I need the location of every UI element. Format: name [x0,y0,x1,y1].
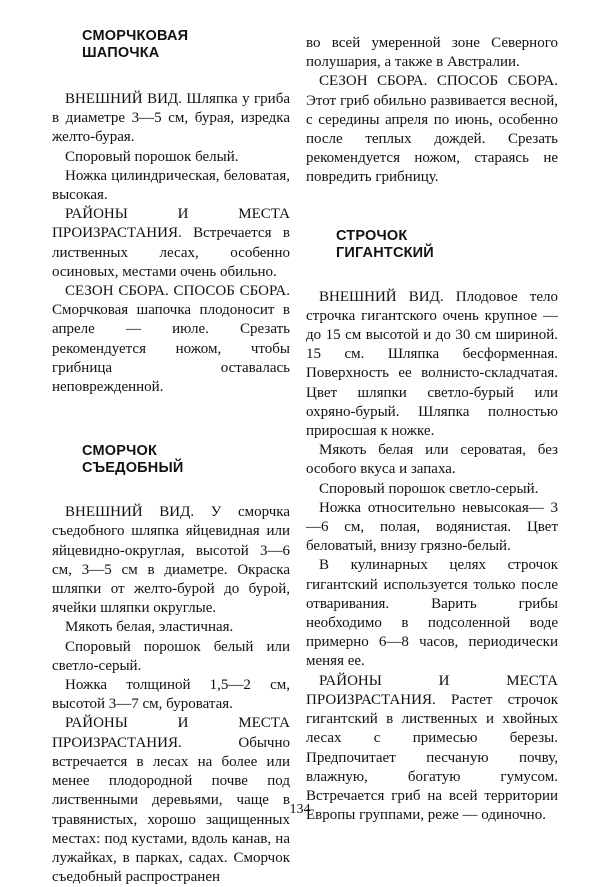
heading-line: СМОРЧОК [82,443,158,460]
section-smorchok-sedobny [52,443,290,887]
page-number: 134 [289,802,311,817]
section-heading [52,443,290,477]
paragraph: Ножка цилиндрическая, беловатая, высокая. [52,167,290,204]
left-column [52,26,290,887]
paragraph: СЕЗОН СБОРА. СПОСОБ СБОРА. Этот гриб обильно развивается весной, с середины апреля по июнь, особенно после теплых дождей. Срезать рекомендуется ножом, стараясь не повредить грибницу. [306,73,558,186]
paragraph: СЕЗОН СБОРА. СПОСОБ СБОРА. Сморчковая шапочка плодоносит в апреле — июле. Срезать рекомендуется ножом, чтобы грибница оставалась неповрежденной. [52,283,290,396]
heading-line: СЪЕДОБНЫЙ [82,460,184,477]
paragraph: ВНЕШНИЙ ВИД. Плодовое тело строчка гигантского очень крупное — до 15 см высотой и до 30 см шириной. 15 см. Шляпка бесформенная. Поверхность ее волнисто-складчатая. Цвет шляпки светло-бурый или охряно-бурый. Шляпка полностью приросшая к ножке. [306,288,558,440]
paragraph-continuation: во всей умеренной зоне Северного полушария, а также в Австралии. [306,35,558,71]
section-smorchkovaya-shapochka [52,28,290,397]
section-body [52,503,290,887]
paragraph: Мякоть белая, эластичная. [65,619,234,636]
right-column [306,34,558,825]
section-body [52,90,290,397]
paragraph: Споровый порошок светло-серый. [319,480,539,497]
paragraph: РАЙОНЫ И МЕСТА ПРОИЗРАСТАНИЯ. Растет строчок гигантский в лиственных и хвойных лесах с примесью березы. Предпочитает песчаную почву, влажную, богатую гумусом. Встречается гриб на всей территории Европы группами, реже — одиночно. [306,672,558,824]
paragraph: Споровый порошок белый или светло-серый. [52,638,290,674]
paragraph: ВНЕШНИЙ ВИД. Шляпка у гриба в диаметре 3—5 см, бурая, изредка желто-бурая. [52,91,290,146]
continuation-text [306,34,558,188]
paragraph: РАЙОНЫ И МЕСТА ПРОИЗРАСТАНИЯ. Обычно встречается в лесах на более или менее плодородной почве под лиственными деревьями, чаще в травянистых, хорошо защищенных местах: под кустами, вдоль канав, на лужайках, в парках, садах. Сморчок съедобный распространен [52,715,290,886]
paragraph: Ножка относительно невысокая— 3—6 см, полая, водянистая. Цвет беловатый, внизу грязно-белый. [306,499,558,555]
paragraph: РАЙОНЫ И МЕСТА ПРОИЗРАСТАНИЯ. Встречается в лиственных лесах, особенно осиновых, местами очень обильно. [52,206,290,280]
heading-line: ШАПОЧКА [82,45,160,61]
paragraph: ВНЕШНИЙ ВИД. У сморчка съедобного шляпка яйцевидная или яйцевидно-округлая, высотой 3—6 см, 3—5 см в диаметре. Окраска шляпки от желто-бурой до бурой, ячейки шляпки округлые. [52,504,290,617]
section-heading [306,228,558,262]
section-strochok-gigantsky [306,228,558,826]
section-heading [52,28,290,62]
paragraph: Мякоть белая или сероватая, без особого вкуса и запаха. [306,442,558,478]
heading-line: СМОРЧКОВАЯ [82,28,189,44]
section-body [306,288,558,826]
paragraph: Ножка толщиной 1,5—2 см, высотой 3—7 см, буроватая. [52,677,290,713]
paragraph: В кулинарных целях строчок гигантский используется только после отваривания. Варить грибы необходимо в подсоленной воде примерно 6—8 часов, периодически меняя ее. [306,557,558,670]
heading-line: ГИГАНТСКИЙ [336,244,434,261]
heading-line: СТРОЧОК [336,227,408,244]
paragraph: Споровый порошок белый. [65,148,239,165]
